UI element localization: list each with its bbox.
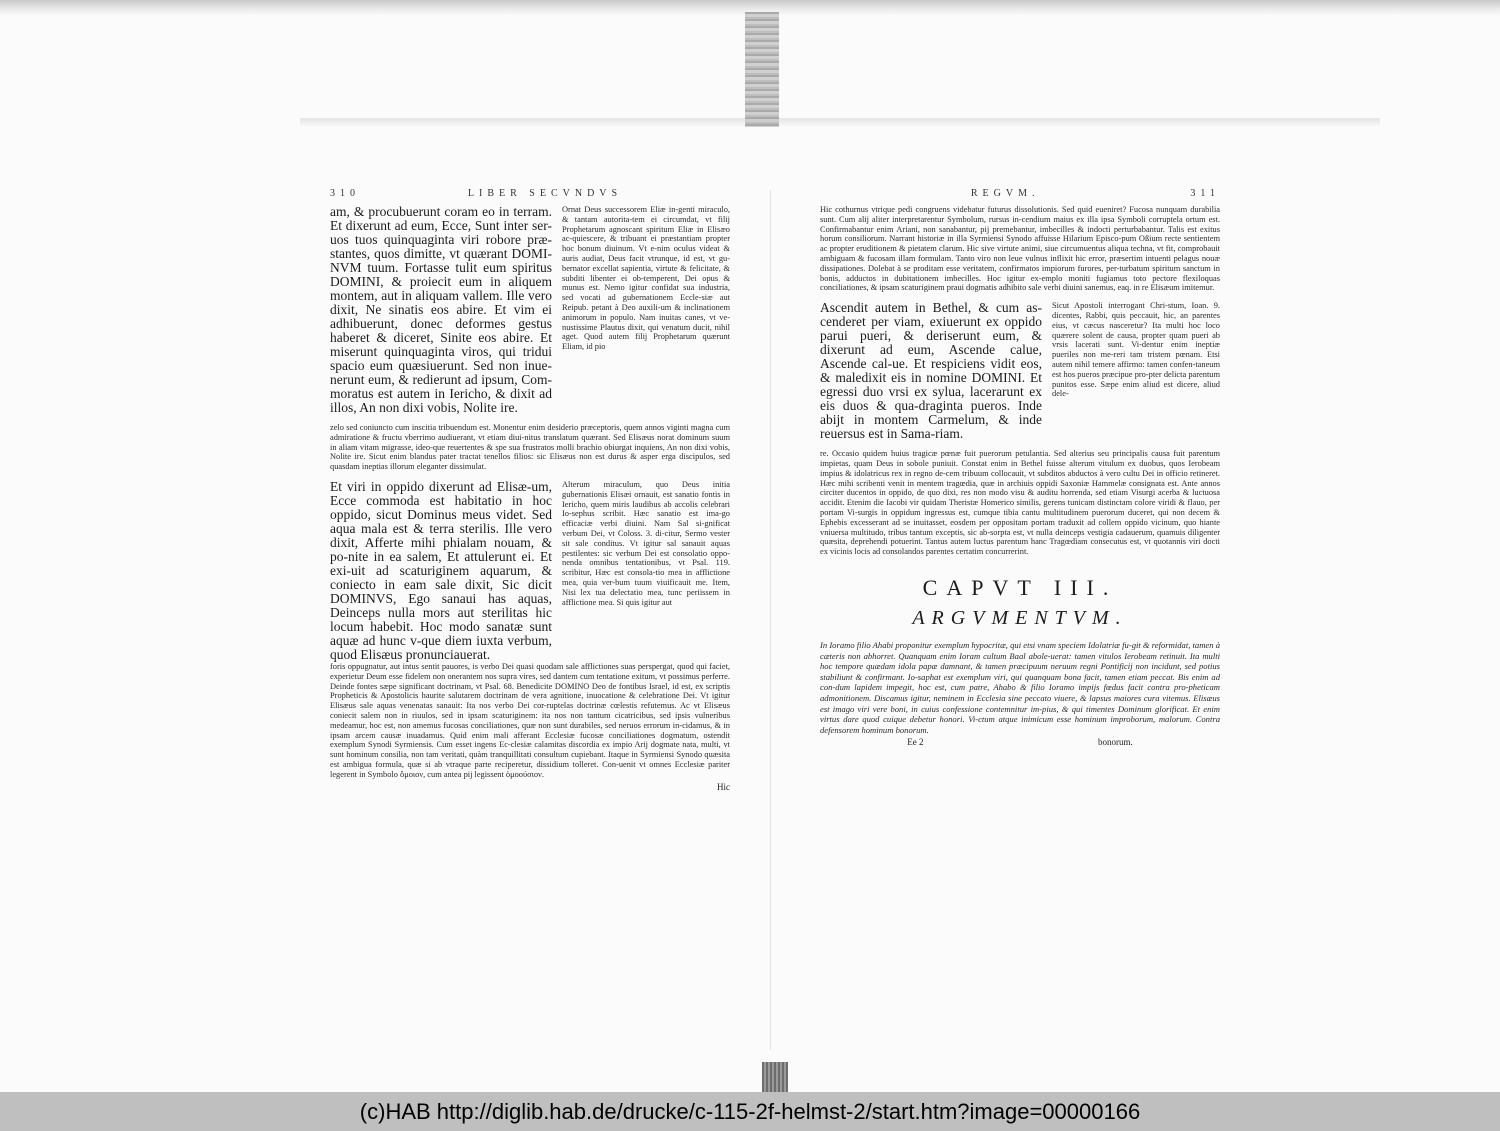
left-commentary-1-continued: zelo sed coniuncto cum inscitia tribuendum est. Monentur enim desiderio præceptoris, quem annos viginti magna cum admiratione & fructu vberrimo audiuerant, vt etiam diui-nitus translatum quærant. Sed Elisæus norat dominum suum in aliam vitam migrasse, ideo-que reuertentes & spe sua frustratos molli brachio obiurgat inquiens, An non dixi vobis, Nolite ire. Sicut enim blandus pater tractat tenellos filios: sic Elisæus non est durus & asper erga discipulos, sed quasdam ineptias illorum eleganter dissimulat. — [330, 423, 730, 472]
left-running-head — [330, 188, 730, 199]
copyright-footer — [0, 1092, 1500, 1131]
left-section-1 — [330, 205, 730, 415]
chapter-heading: CAPVT III. — [922, 574, 1118, 600]
right-section-1 — [820, 301, 1220, 441]
right-running-head — [820, 188, 1220, 199]
argument-heading: ARGVMENTVM. — [912, 606, 1128, 629]
right-page — [820, 188, 1220, 888]
left-running-title: LIBER SECVNDVS — [467, 188, 623, 199]
binding-gutter-line — [770, 190, 771, 1050]
left-commentary-2: Alterum miraculum, quo Deus initia gubernationis Elisæi ornauit, est sanatio fontis in Iericho, quem miris laudibus ab accolis celebrari Io-sephus scribit. Hæc sanatio est ima-go efficaciæ verbi diuini. Nam Sal si-gnificat verbum Dei, vt Coloss. 3. di-citur, Sermo vester sit sale conditus. Vt igitur sal sanauit aquas pestilentes: sic verbum Dei est consolatio oppo-nenda omnibus tentationibus, vt Psal. 119. scribitur, Hæc est consola-tio mea in afflictione mea, quia ver-bum tuum viuificauit me. Item, Nisi lex tua delectatio mea, tunc periissem in afflictione mea. Si quis igitur aut — [562, 479, 730, 607]
left-catchword: Hic — [717, 781, 730, 792]
right-commentary-top: Hic cothurnus vtrique pedi congruens videbatur futurus dissolutionis. Sed quid eueniret? Fucosa nunquam durabilia sunt. Cum alij aliter interpretarentur Symbolum, rursus in-cendium maius ex illa ipsa Symboli corruptela ortum est. Confirmabantur enim Ariani, non sanabantur, pij premebantur, imbecilles & indocti perturbabantur. Talis est exitus horum consiliorum. Narrant historiæ in illa Syrmiensi Synodo affuisse Hilarium Episco-pum Oßium recte sentientem ac propter eruditionem & pietatem clarum. Hic sive virtute animi, siue circumuentus aliqua techna, vt fit, comprobauit ambiguam & fucosam illam formulam. Tanto viro non leue vulnus inflixit hic error, præsertim intuenti pelagus nouæ dissipationes. Dolebat à se proditam esse veritatem, confirmatos impiorum furores, per-turbatum spiritum sanctum in bonis, adductos in dubitationem imbecilles. Hoc igitur ex-emplo moniti fugiamus toto pectore flexiloquas conciliationes, & ipsam scaturiginem praui dogmatis adhibito sale verbi diuini sanemus, eaq. in re Elisæum imitemur. — [820, 205, 1220, 293]
argument-text: In Ioramo filio Ahabi proponitur exemplum hypocritæ, qui etsi vnam speciem Idolatriæ fu-git & reformidat, tamen à cæteris non abhorret. Quanquam enim Ioram cultum Baal abole-uerat: tamen vitulos Ierobeam retinuit. Ita multi hoc tempore quædam idola papæ damnant, & tamen præcipuum neruum regni Pontificij non incidunt, sed potius stabiliunt & confirmant. Io-saphat est exemplum viri, qui quanquam bona facit, tamen etiam peccat. Bis enim ad con-dum lapidem impegit, hoc est, cum patre, Ahabo & filio Ioramo impijs fœdus facit contra pro-pheticam admonitionem. Discamus igitur, neminem in Ecclesia sine peccato viuere, & lapsus maiores cura vitemus. Elisæus est imago viri vere boni, in cuius confessione contemnitur im-pius, & qui timentes Dominum glorificat. Et enim virtus dare quod cuique debetur honori. Vi-ctum atque inimicum esse hominum improborum, malorum. Contra defensorem hominum bonorum. — [820, 639, 1220, 735]
signature-mark: Ee 2 — [907, 737, 924, 748]
footer-url-text: (c)HAB http://diglib.hab.de/drucke/c-115-2f-helmst-2/start.htm?image=00000166 — [359, 1098, 1141, 1124]
left-page — [330, 188, 730, 888]
binding-gutter-top — [745, 12, 779, 127]
left-commentary-1: Ornat Deus successorem Eliæ in-genti miraculo, & tantam autorita-tem ei circumdat, vt filij Prophetarum agnoscant spiritum Eliæ in Elisæo ac-quiescere, & tribuant ei præstantiam propter hoc bonum diuinum. Vt e-nim oculus videat & auris audiat, Deus facit vtrunque, id est, vt gu-bernator excellat sapientia, virtute & felicitate, & subditi libenter ei ob-temperent, Dei opus & munus est. Nemo igitur confidat sua industria, sed vocati ad gubernationem Eccle-siæ aut Reipub. petant à Deo auxili-um & inclinationem animorum in populo. Nam inuitas canes, vt ve-nustissime Plautus dixit, qui venatum ducit, nihil aget. Quod autem filij Prophetarum quærunt Eliam, id pio — [562, 205, 730, 352]
left-section-2 — [330, 480, 730, 662]
right-commentary-side: Sicut Apostoli interrogant Chri-stum, Ioan. 9. dicentes, Rabbi, quis peccauit, hic, an parentes eius, vt cæcus nasceretur? Ita multi hoc loco quærere solent de causa, propter quam pueri ab vrsis lacerati sunt. Vi-dentur enim ineptiæ pueriles non me-reri tam tristem pœnam. Etsi autem nihil temere affirmo: tamen confen-taneum est hos pueros præcipue pro-pter delicta parentum punitos esse. Sæpe enim aliud est dicere, aliud dele- — [1052, 301, 1220, 399]
right-running-title: REGVM. — [970, 188, 1040, 199]
right-main-text: Ascendit autem in Bethel, & cum as-cenderet per viam, exiuerunt ex oppido parui pueri, & deriserunt eum, & dixerunt ad eum, Ascende calue, Ascende cal-ue. Et respiciens vidit eos, & maledixit eis in nomine DOMINI. Et egressi duo vrsi ex sylua, lacerarunt ex eis duos & qua-draginta pueros. Inde abijt in montem Carmelum, & inde reuersus est in Sama-riam. — [820, 300, 1042, 442]
binding-gutter-bottom — [762, 1062, 788, 1092]
left-commentary-2-continued: foris oppugnatur, aut intus sentit pauores, is verbo Dei quasi quodam sale afflictiones suas perspergat, quod qui faciet, experietur Deum esse fidelem non onerantem nos supra vires, sed dantem cum tentatione exitum, vt possimus perferre. Deinde fontes sæpe significant doctrinam, vt Psal. 68. Benedicite DOMINO Deo de fontibus Israel, id est, ex scriptis Propheticis & Apostolicis haurite salutarem doctrinam de vera agnitione, inuocatione & celebratione Dei. Vt igitur Elisæus sale aquas venenatas sanauit: Ita nos verbo Dei cor-ruptelas doctrinæ cœlestis refutemus. Ac vt Elisæus coniecit salem non in riuulos, sed in ipsam scaturiginem: ita nos non tantum cicatricibus, sed ipsis vulneribus medeamur, hoc est, non amemus fucosas conciliationes, quæ non sunt durabiles, sed neruos errorum in-cidamus, & in ipsam arcem causæ inuadamus. Quid enim mali afferant Ecclesiæ fucosæ conciliationes dogmatum, ostendit exemplum Synodi Syrmiensis. Cum esset ingens Ec-clesiæ calamitas discordia ex impio Arij dogmate nata, multi, vt sunt hominum consilia, non tam veritati, quàm tranquillitati consultum cupiebant. Itaque in Syrmiensi Synodo quæsita est ambigua formula, quæ si ab vtraque parte reciperetur, dissidium tolleret. Con-uenit vt omnes Ecclesiæ pariter legerent in Symbolo ὅμοιον, cum antea pij legissent ὁμοούσιον. — [330, 661, 730, 779]
right-page-number: 311 — [1190, 188, 1220, 199]
right-commentary-continued: re. Occasio quidem huius tragicæ pœnæ fuit puerorum petulantia. Sed alterius seu principalis causa fuit parentum impietas, quam Deus in sobole puniuit. Constat enim in Bethel fuisse alterum vitulum ex duobus, quos Ierobeam impius & idolatricus rex in regno de-cem tribuum collocauit, vt subditos abductos à vero cultu Dei in officio retineret. Hæc mihi scribenti venit in mentem tragœdia, quæ in archiuis oppidi Saxoniæ Hammelæ consignata est. Ante annos circiter ducentos in oppido, de quo dixi, res non modo visu & auditu horrenda, sed etiam Visurgi acerba & luctuosa accidit. Etenim die Iacobi vir quidam Theristæ Homerico similis, gerens tunicam distinctam colore viridi & flauo, per portam Vi-surgis in oppidum ingressus est, cumque tibia cantu multitudinem puerorum duceret, qui non decem & Ephebis excesserant ad se inuitasset, eosdem per oppositam portam traduxit ad collem oppido vicinum, quo hiante vniuersa multitudo, tribus tantum exceptis, sic ab-sorpta est, vt nulla deinceps vestigia cadauerum, quamuis diligenter quæsita, deprehendi potuerint. Tantus autem luctus parentum hanc Tragœdiam consecutus est, vt quotannis viri docti ex vicinis locis ad consolandos parentes certatim concurrerint. — [820, 449, 1220, 557]
signature-line — [820, 737, 1220, 747]
left-page-number: 310 — [330, 188, 360, 199]
right-catchword: bonorum. — [1098, 737, 1133, 748]
scan-edge-band — [300, 118, 1380, 126]
left-main-text-2: Et viri in oppido dixerunt ad Elisæ-um, Ecce commoda est habitatio in hoc oppido, sicut Dominus meus videt. Sed aqua mala est & terra sterilis. Ille vero dixit, Afferte mihi phialam nouam, & po-nite in ea salem, Et attulerunt ei. Et exi-uit ad scaturiginem aquarum, & coniecto in eam sale dixit, Sic dicit DOMINVS, Ego sanaui has aquas, Deinceps nulla mors aut sterilitas hic locum habebit. Hoc modo sanatæ sunt aquæ ad hunc v-que diem iuxta verbum, quod Elisæus pronunciauerat. — [330, 478, 552, 662]
left-main-text-1: am, & procubuerunt coram eo in terram. Et dixerunt ad eum, Ecce, Sunt inter ser-uos tuos quinquaginta viri robore præ-stantes, quos dimitte, vt quærant DOMI-NVM tuum. Fortasse tulit eum spiritus DOMINI, & proiecit eum in aliquem montem, aut in aliquam vallem. Ille vero dixit, Ne sinatis eos abire. Et vim ei adhibuerunt, donec deformes gestus haberet & diceret, Sinite eos abire. Et miserunt quinquaginta viros, qui tridui spacio eum quæsiuerunt. Sed non inue-nerunt eum, & redierunt ad ipsum, Com-moratus est autem in Iericho, & dixit ad illos, An non dixi vobis, Nolite ire. — [330, 204, 552, 415]
